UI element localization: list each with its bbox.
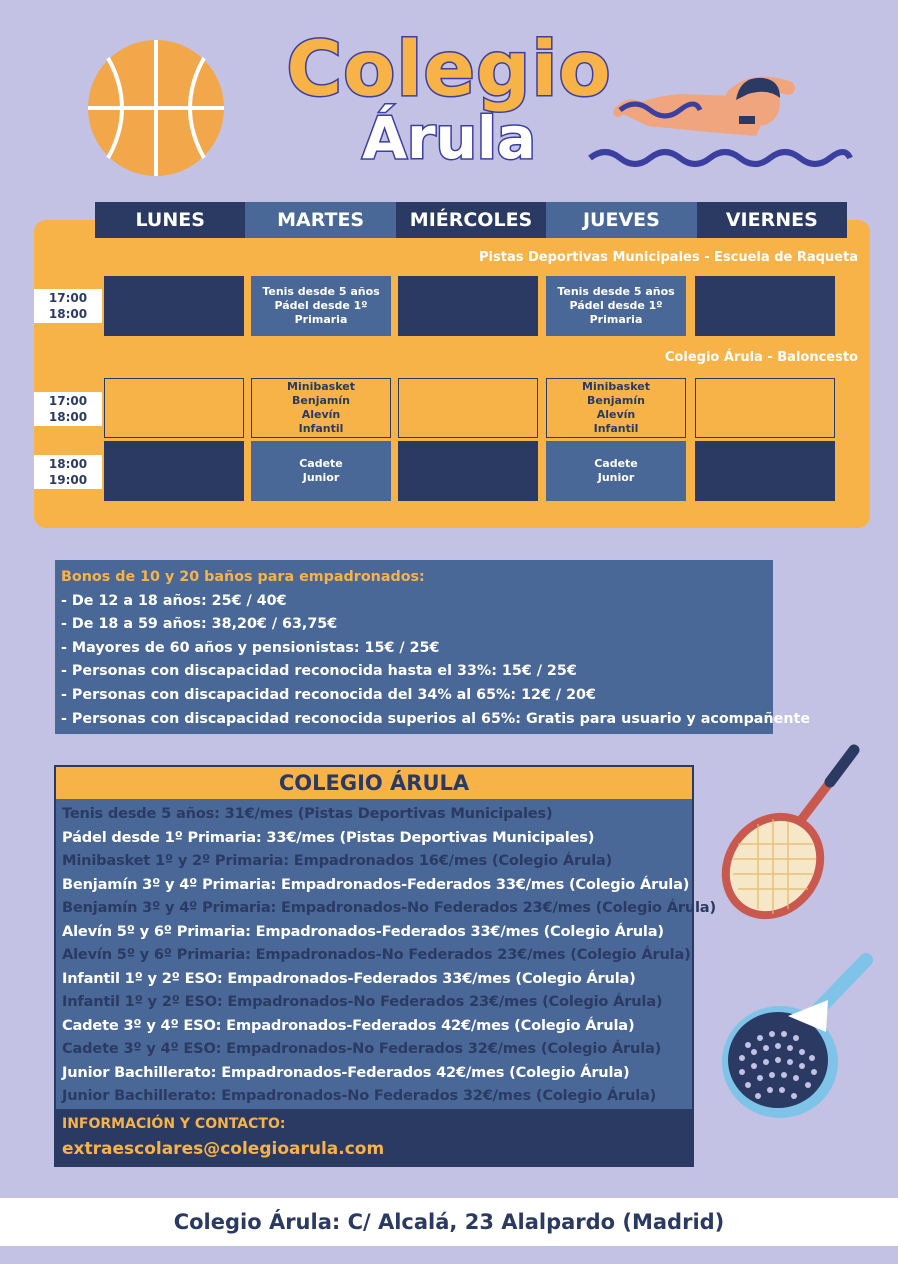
cell-raqueta-jueves [546, 276, 686, 336]
day-lunes: LUNES [95, 202, 245, 238]
price-line: Alevín 5º y 6º Primaria: Empadronados-No Federados 23€/mes (Colegio Árula) [62, 946, 691, 963]
time-slot-baloncesto-1 [34, 392, 102, 426]
bonos-line: - Mayores de 60 años y pensionistas: 15€ / 25€ [61, 639, 440, 656]
bonos-line: - Personas con discapacidad reconocida hasta el 33%: 15€ / 25€ [61, 663, 577, 680]
day-viernes: VIERNES [697, 202, 847, 238]
padel-racket-icon [718, 950, 878, 1130]
activity-line: Pádel desde 1º Primaria [569, 299, 663, 326]
category-line: Junior [597, 471, 635, 484]
cell-baloncesto-1-martes [251, 378, 391, 438]
category-line: Benjamín [587, 394, 645, 407]
weekday-header [95, 202, 847, 238]
prices-heading: COLEGIO ÁRULA [56, 767, 692, 799]
bonos-line: - Personas con discapacidad reconocida del 34% al 65%: 12€ / 20€ [61, 686, 596, 703]
price-line: Benjamín 3º y 4º Primaria: Empadronados-No Federados 23€/mes (Colegio Árula) [62, 899, 716, 916]
cell-raqueta-viernes [695, 276, 835, 336]
cell-baloncesto-1-viernes [695, 378, 835, 438]
time-end: 19:00 [48, 473, 88, 487]
contact-email[interactable]: extraescolares@colegioarula.com [62, 1139, 385, 1159]
price-line: Pádel desde 1º Primaria: 33€/mes (Pistas Deportivas Municipales) [62, 828, 595, 846]
price-line: Infantil 1º y 2º ESO: Empadronados-Federados 33€/mes (Colegio Árula) [62, 969, 636, 987]
cell-baloncesto-2-jueves [546, 441, 686, 501]
price-line: Alevín 5º y 6º Primaria: Empadronados-Federados 33€/mes (Colegio Árula) [62, 922, 664, 940]
price-line: Minibasket 1º y 2º Primaria: Empadronados 16€/mes (Colegio Árula) [62, 852, 613, 869]
title-colegio: Colegio [286, 24, 612, 113]
category-line: Minibasket [287, 380, 355, 393]
day-martes: MARTES [245, 202, 395, 238]
prices-box [54, 765, 716, 1167]
cell-baloncesto-2-miercoles [398, 441, 538, 501]
category-line: Infantil [593, 422, 639, 435]
footer-address: Colegio Árula: C/ Alcalá, 23 Alalpardo (Madrid) [0, 1198, 898, 1246]
cell-raqueta-martes [251, 276, 391, 336]
category-line: Alevín [301, 408, 341, 421]
cell-baloncesto-2-viernes [695, 441, 835, 501]
time-start: 18:00 [48, 457, 88, 471]
category-line: Cadete [299, 457, 343, 470]
cell-baloncesto-1-jueves [546, 378, 686, 438]
price-line: Infantil 1º y 2º ESO: Empadronados-No Federados 23€/mes (Colegio Árula) [62, 993, 663, 1010]
contact-heading: INFORMACIÓN Y CONTACTO: [62, 1116, 286, 1132]
tennis-racket-icon [718, 744, 868, 924]
category-line: Junior [302, 471, 340, 484]
bonos-box [55, 560, 811, 734]
cell-baloncesto-1-miercoles [398, 378, 538, 438]
activity-line: Pádel desde 1º Primaria [274, 299, 368, 326]
cell-baloncesto-1-lunes [104, 378, 244, 438]
time-start: 17:00 [48, 394, 88, 408]
price-line: Tenis desde 5 años: 31€/mes (Pistas Deportivas Municipales) [62, 805, 553, 822]
bonos-line: - Personas con discapacidad reconocida superios al 65%: Gratis para usuario y acompañente [61, 710, 811, 727]
category-line: Minibasket [582, 380, 650, 393]
category-line: Benjamín [292, 394, 350, 407]
category-line: Infantil [298, 422, 344, 435]
price-line: Benjamín 3º y 4º Primaria: Empadronados-Federados 33€/mes (Colegio Árula) [62, 875, 690, 893]
section-raqueta-title: Pistas Deportivas Municipales - Escuela de Raqueta [479, 250, 858, 265]
day-jueves: JUEVES [546, 202, 696, 238]
cell-baloncesto-2-martes [251, 441, 391, 501]
bonos-line: - De 18 a 59 años: 38,20€ / 63,75€ [61, 616, 338, 633]
section-baloncesto-title: Colegio Árula - Baloncesto [664, 350, 858, 365]
time-start: 17:00 [48, 291, 88, 305]
price-line: Junior Bachillerato: Empadronados-No Federados 32€/mes (Colegio Árula) [62, 1087, 657, 1104]
time-slot-raqueta [34, 289, 102, 323]
day-miercoles: MIÉRCOLES [396, 202, 546, 238]
title-arula: Árula [362, 104, 536, 172]
cell-baloncesto-2-lunes [104, 441, 244, 501]
category-line: Alevín [596, 408, 636, 421]
price-line: Cadete 3º y 4º ESO: Empadronados-Federados 42€/mes (Colegio Árula) [62, 1016, 635, 1034]
time-slot-baloncesto-2 [34, 455, 102, 489]
time-end: 18:00 [48, 307, 88, 321]
category-line: Cadete [594, 457, 638, 470]
cell-raqueta-lunes [104, 276, 244, 336]
activity-line: Tenis desde 5 años [262, 285, 380, 298]
contact-section [56, 1109, 692, 1165]
bonos-heading: Bonos de 10 y 20 baños para empadronados: [61, 569, 425, 585]
price-line: Cadete 3º y 4º ESO: Empadronados-No Federados 32€/mes (Colegio Árula) [62, 1040, 662, 1057]
activity-line: Tenis desde 5 años [557, 285, 675, 298]
swimmer-icon [588, 66, 853, 176]
bonos-line: - De 12 a 18 años: 25€ / 40€ [61, 592, 287, 609]
prices-list [56, 799, 716, 1108]
price-line: Junior Bachillerato: Empadronados-Federados 42€/mes (Colegio Árula) [62, 1063, 630, 1081]
cell-raqueta-miercoles [398, 276, 538, 336]
time-end: 18:00 [48, 410, 88, 424]
